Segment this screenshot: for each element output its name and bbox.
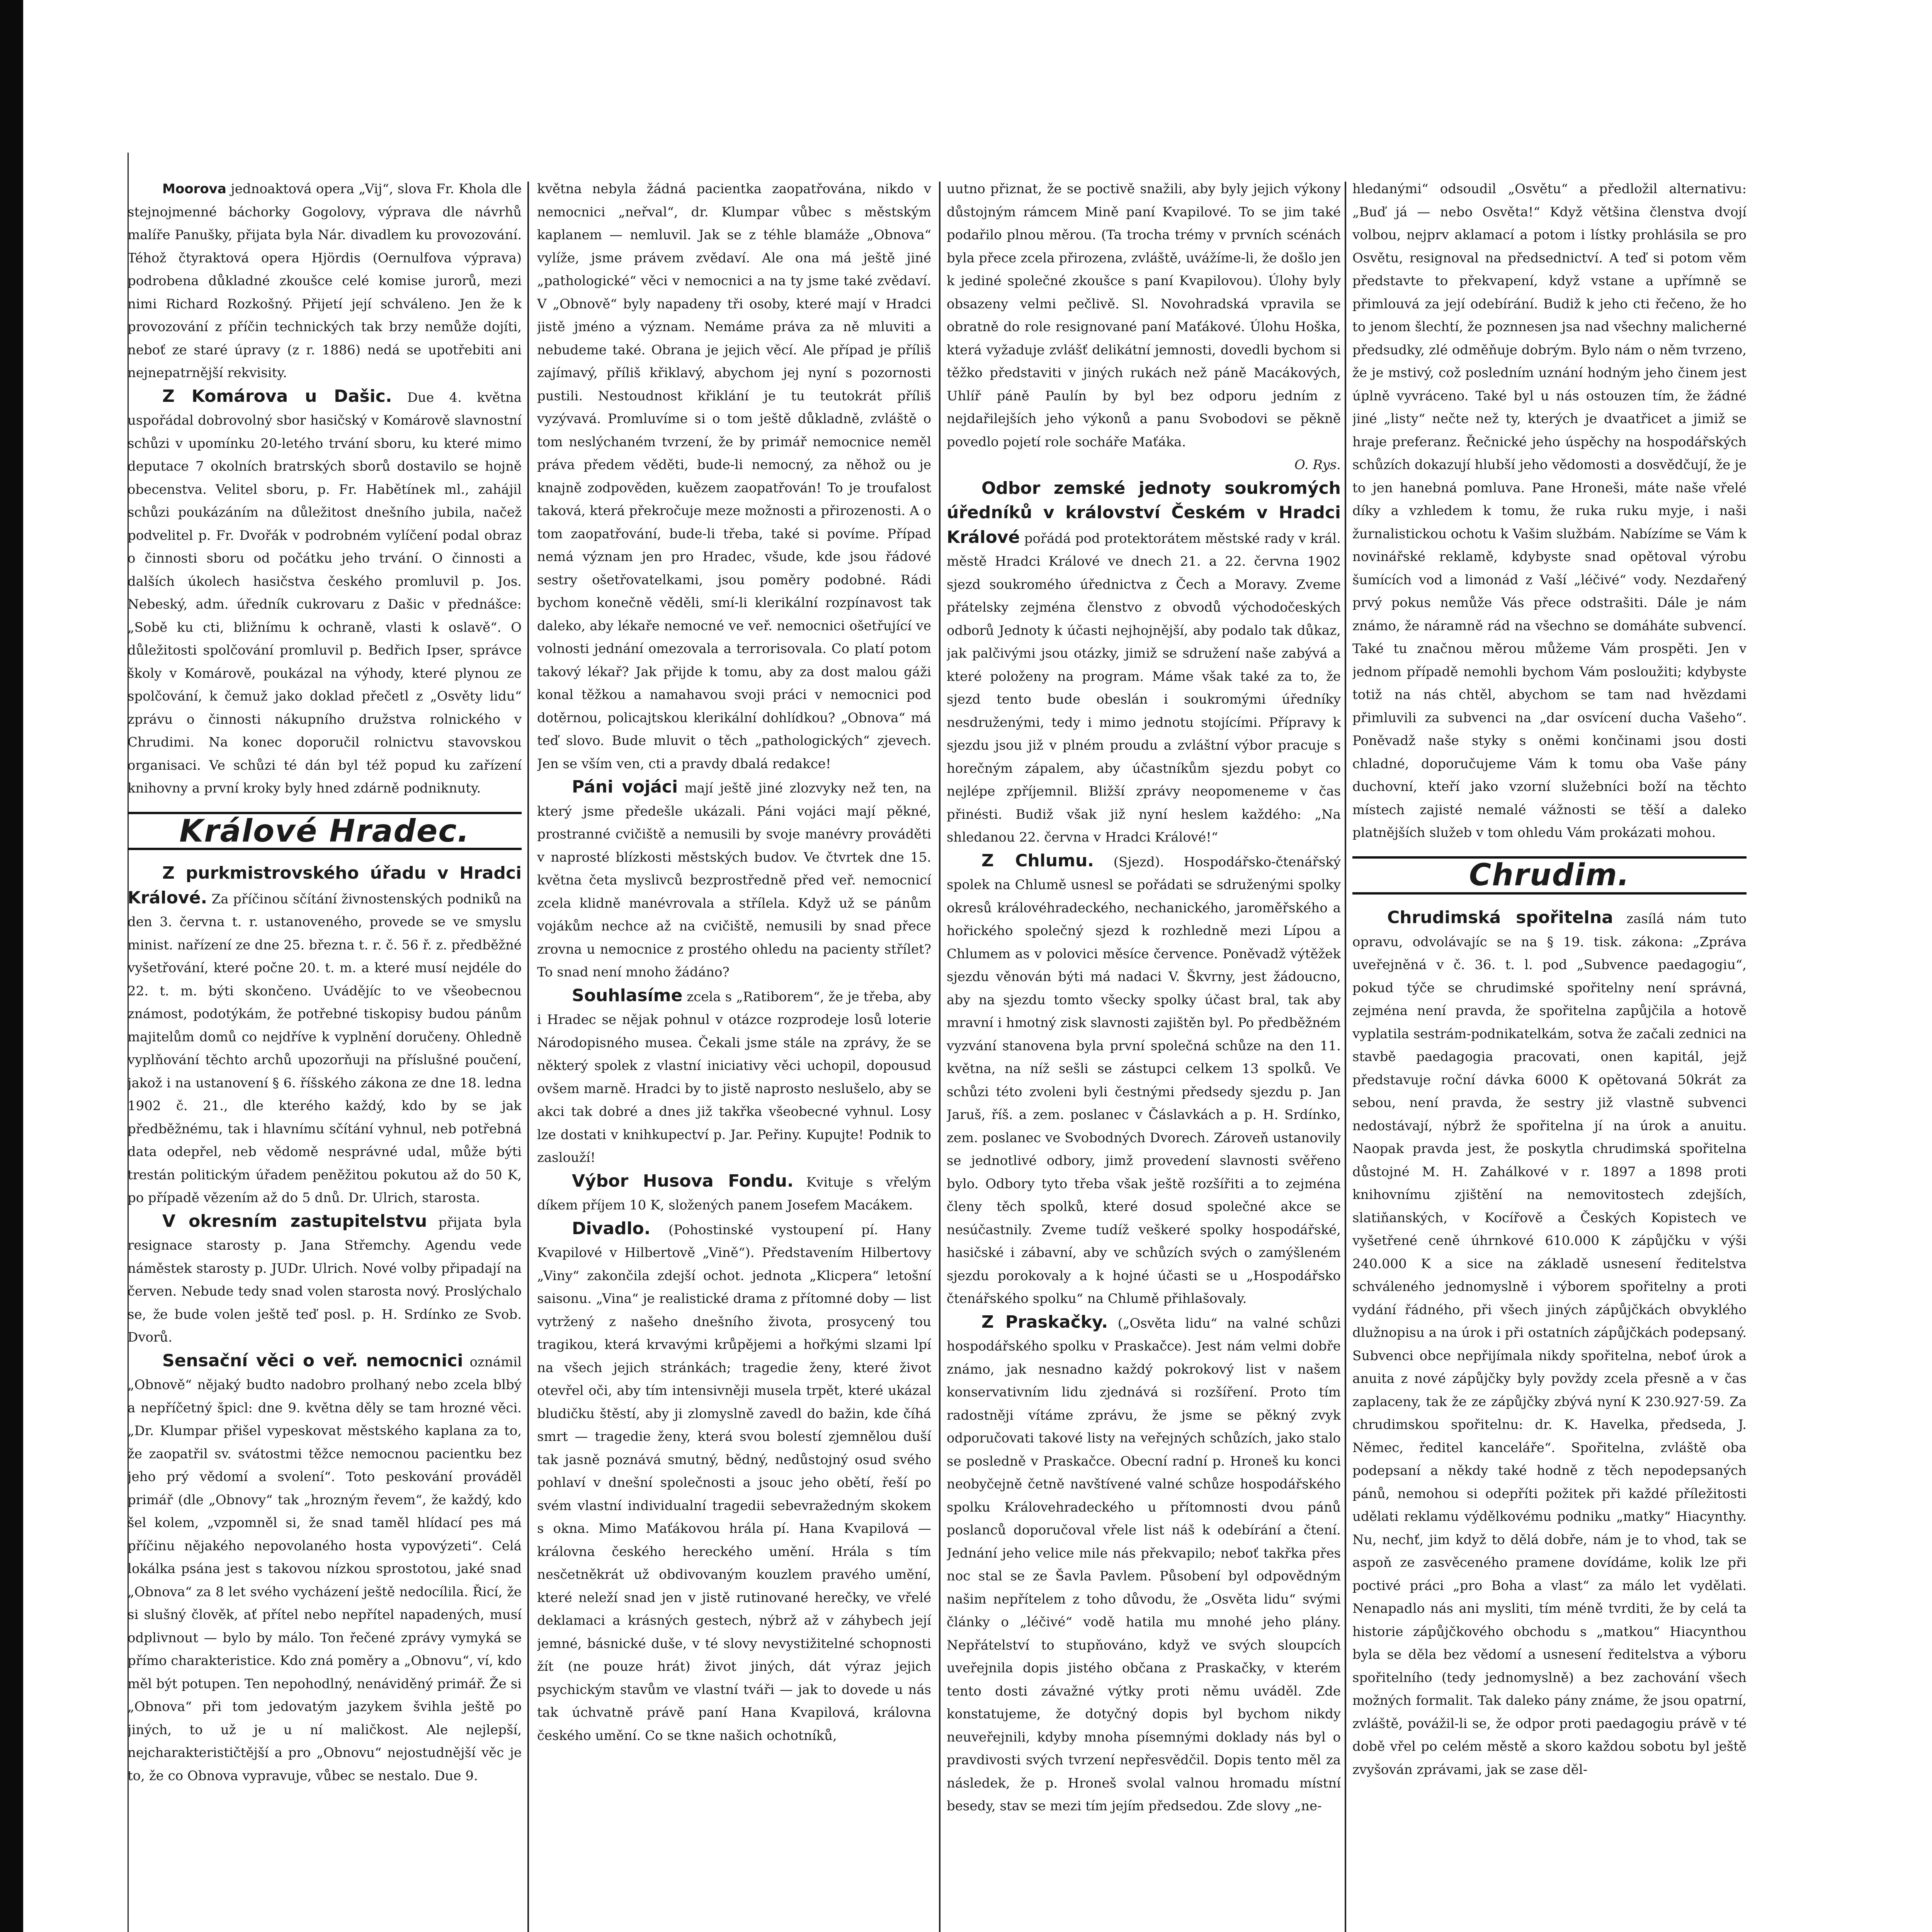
article-body: jednoaktová opera „Vij“, slova Fr. Khola dle stejnojmenné báchorky Gogolovy, výprava dle návrhů malíře Panušky, přijata byla Nár. divadlem ku provozování. Téhož čtyraktová opera Hjördis (Oernulfova výprava) podrobena důkladné zkoušce celé komise jurorů, mezi nimi Richard Rozkošný. Přijetí její schváleno. Jen že k provozování z příčin technických tak brzy nemůže dojíti, neboť ze staré úpravy (z r. 1886) nedá se upotřebiti ani nejnepatrnější rekvisity. (128, 181, 522, 381)
article-body: („Osvěta lidu“ na valné schůzi hospodářského spolku v Praskačce). Jest nám velmi dobře známo, jak nesnadno každý pokrokový list v našem konservativním lidu zjednává si rozšíření. Proto tím radostněji vítáme zprávu, že jsme se pěkný zvyk odporučovati takové listy na veřejných schůzích, jako stalo se posledně v Praskačce. Obecní radní p. Hroneš ku konci neobyčejně četně navštívené valné schůze hospodářského spolku Královehradeckého u přítomnosti dvou pánů poslanců doporučoval vřele list náš k odebírání a čtení. Jednání jeho velice mile nás překvapilo; neboť takřka přes noc stal se ze Šavla Pavlem. Působení byl odpovědným našim nepřítelem z toho důvodu, že „Osvěta lidu“ svými články o „léčivé“ vodě hatila mu mnohé jeho plány. Nepřátelství to stupňováno, když ve svých sloupcích uveřejnila dopis jistého občana z Praskačky, v kterém tento dosti závažné výtky proti němu uváděl. Zde konstatujeme, že dotyčný dopis byl bychom nikdy neuveřejnili, kdyby mnoha písemnými doklady nás byl o pravdivosti svých tvrzení nepřesvědčil. Dopis tento měl za následek, že p. Hroneš svolal valnou hromadu místní besedy, stav se mezi tím jejím předsedou. Zde slovy „ne- (947, 1315, 1341, 1814)
article-lead: Souhlasíme (572, 985, 683, 1005)
column-3 (947, 178, 1341, 1932)
column-rule (939, 182, 940, 1932)
article-continuation (1352, 178, 1747, 845)
article-lead: Výbor Husova Fondu. (572, 1171, 794, 1191)
article-husuv-fond (537, 1170, 931, 1217)
article-body: přijata byla resignace starosty p. Jana Střemchy. Agendu vede náměstek starosty p. JUDr. Ulrich. Nové volby připadají na červen. Nebude tedy snad volen starosta nový. Proslýchalo se, že bude volen ještě teď posl. p. H. Srdínko ze Svob. Dvorů. (128, 1214, 522, 1345)
article-odbor-jednoty (947, 477, 1341, 849)
article-purkmistr (128, 862, 522, 1210)
section-header-kralove-hradec: Králové Hradec. (128, 812, 522, 850)
column-1 (128, 178, 522, 1932)
article-lead: Chrudimská spořitelna (1387, 908, 1613, 927)
article-lead: Divadlo. (572, 1218, 651, 1238)
scan-left-border (0, 0, 23, 1932)
article-body: uutno přiznat, že se poctivě snažili, aby byly jejich výkony důstojným rámcem Mině paní Kvapilové. To se jim také podařilo plnou měrou. (Ta trocha trémy v prvních scénách byla přece zcela přirozena, zvláště, uvážíme-li, že došlo jen k jediné společné zkoušce s paní Kvapilovou). Úlohy byly obsazeny velmi pečlivě. Sl. Novohradská vpravila se obratně do role resignované paní Maťákové. Úlohu Hoška, která vyžaduje zvlášť delikátní jemnosti, dovedli bychom si těžko představiti v jiných rukách než páně Macákových, Uhlíř páně Paulín by byl bez odporu jedním z nejdařilejších jeho výkonů a panu Svobodovi se pěkně povedlo pojetí role socháře Maťáka. (947, 181, 1341, 450)
article-body: hledanými“ odsoudil „Osvětu“ a předložil alternativu: „Buď já — nebo Osvěta!“ Když většina členstva dvojí volbou, nejprv aklamací a potom i lístky prohlásila se pro Osvětu, resignoval na předsednictví. A teď si potom věm představte to překvapení, když vstane a upřímně se přimlouvá za její odebírání. Budiž k jeho cti řečeno, že ho to jenom šlechtí, že poznnesen jsa nad všechny malicherné předsudky, zlé odměňuje dobrým. Bylo nám o něm tvrzeno, že je mstivý, což posledním uznání hodným jeho činem jest úplně vyvráceno. Také byl u nás ostouzen tím, že žádné jiné „listy“ nečte než ty, kterých je dvaatřicet a jimiž se hraje preferanz. Řečnické jeho úspěchy na hospodářských schůzích dokazují hlubší jeho vědomosti a dosvědčují, že je to jen hanebná pomluva. Pane Hroneši, máte naše vřelé díky a vzhledem k tomu, že ruka ruku myje, i naši žurnalistickou ochotu k Vašim službám. Nabízíme se Vám k novinářské reklamě, kdybyste snad opětoval výrobu šumících vod a limonád z Vaší „léčivé“ vody. Nezdařený prvý pokus nemůže Vás přece odstrašiti. Dále je nám známo, že náramně rád na všechno se domáháte subvencí. Také tu značnou měrou můžeme Vám prospěti. Jen v jednom případě nemohli bychom Vám posloužiti; kdybyste totiž na nás chtěl, abychom se tam nad hvězdami přimluvili za subvenci na „dar osvícení ducha Vašeho“. Poněvadž naše styky s oněmi končinami jsou dosti chladné, doporučujeme Vám k tomu oba Vaše pány duchovní, kteří jako vzorní služebníci boží na těchto místech zajisté nemalé vážnosti se těší a daleko platnějších služeb v tom ohledu Vám prokázati mohou. (1352, 181, 1747, 840)
article-lead: V okresním zastupitelstvu (162, 1211, 427, 1231)
article-body: zcela s „Ratiborem“, že je třeba, aby i Hradec se nějak pohnul v otázce rozprodeje losů loterie Národopisného musea. Čekali jsme stále na zprávy, že se některý spolek z vlastní iniciativy věci uchopil, dopousud ovšem marně. Hradci by to jistě naprosto neslušelo, aby se akci tak dobré a dnes již takřka všeobecné vyhnul. Losy lze dostati v knihkupectví p. Jar. Peřiny. Kupujte! Podnik to zaslouží! (537, 989, 931, 1165)
article-divadlo (537, 1217, 931, 1748)
article-body: Za příčinou sčítání živnostenských podniků na den 3. června t. r. ustanoveného, provede se ve smyslu minist. nařízení ze dne 25. března t. r. č. 56 ř. z. předběžné vyšetřování, které počne 20. t. m. a které musí nejdéle do 22. t. m. býti skončeno. Uvádějíc to ve všeobecnou známost, podotýkám, že potřebné tiskopisy budou pánům majitelům domů co nejdříve k vyplnění doručeny. Ohledně vyplňování těchto archů upozorňuji na příslušné poučení, jakož i na ustanovení § 6. říšského zákona ze dne 18. ledna 1902 č. 21., dle kterého každý, kdo by se jak předběžnému, tak i hlavnímu sčítání vyhnul, neb potřebná data odepřel, neb vědomě nesprávné udal, může býti trestán politickým úřadem peněžitou pokutou až do 50 K, po případě vězením až do 5 dnů. Dr. Ulrich, starosta. (128, 891, 522, 1206)
article-body: Due 4. května uspořádal dobrovolný sbor hasičský v Komárově slavnostní schůzi v upomínku 20-letého trvání sboru, ku které mimo deputace 7 okolních bratrských sborů dostavilo se hojně obecenstva. Velitel sboru, p. Fr. Habětínek ml., zahájil schůzi poukázáním na důležitost dnešního jubila, načež podvelitel p. Fr. Dvořák v podrobném vylíčení podal obraz o činnosti sboru od počátku jeho trvání. O činnosti a dalších úkolech hasičstva českého promluvil p. Jos. Nebeský, adm. úředník cukrovaru z Dašic v přednášce: „Sobě ku cti, bližnímu k ochraně, vlasti k oslavě“. O důležitosti spolčování promluvil p. Bedřich Ipser, správce školy v Komárově, poukázal na výhody, které plynou ze spolčování, k čemuž jako doklad přečetl z „Osvěty lidu“ zprávu o činnosti nákupního družstva rolnického v Chrudimi. Na konec doporučil rolnictvu stavovskou organisaci. Ve schůzi té dán byl též popud ku zařízení knihovny a první kroky byly hned zdárně podniknuty. (128, 389, 522, 796)
column-2 (537, 178, 931, 1932)
article-lead: Páni vojáci (572, 777, 678, 797)
article-body: května nebyla žádná pacientka zaopatřována, nikdo v nemocnici „neřval“, dr. Klumpar vůbec s městským kaplanem — nemluvil. Jak se z téhle blamáže „Obnova“ vylíže, jsme právem zvědaví. Ale ona má ještě jiné „pathologické“ věci v nemocnici a na ty jsme také zvědaví. V „Obnově“ byly napadeny tři osoby, které mají v Hradci jistě jméno a význam. Nemáme práva za ně mluviti a nebudeme také. Obrana je jejich věcí. Ale případ je příliš zajímavý, příliš křiklavý, abychom jej nyní s pozornosti pustili. Nestoudnost křiklání je tu teutokrát příliš vyzývavá. Promluvíme si o tom ještě důkladně, zvláště o tom neslýchaném tvrzení, že by primář nemocnice neměl práva předem věděti, bude-li nemocný, za něhož ou je knajně zodpověden, kuězem zaopatřován! To je troufalost taková, která překročuje meze možnosti a přirozenosti. A o tom zaopatřování, bude-li třeba, také si povíme. Případ nemá význam jen pro Hradec, všude, kde jsou řádové sestry ošetřovatelkami, jsou poměry podobné. Rádi bychom konečně věděli, smí-li klerikální rozpínavost tak daleko, aby lékaře nemocné ve veř. nemocnici ošetřující ve volnosti jednání omezovala a terrorisovala. Co platí potom takový lékař? Jak přijde k tomu, aby za dost malou gáži konal těžkou a namahavou svoji práci v nemocnici pod dotěrnou, policajtskou klerikální dohlídkou? „Obnova“ má teď slovo. Bude mluvit o těch „pathologických“ zjevech. Jen se vším ven, cti a pravdy dbalá redakce! (537, 181, 931, 772)
column-rule (1345, 182, 1346, 1932)
article-lead: Z purkmistrovského úřadu v Hradci Králové. (128, 863, 522, 908)
author-signature: O. Rys. (1294, 457, 1341, 473)
article-komarov (128, 385, 522, 800)
article-body: (Sjezd). Hospodářsko-čtenářský spolek na Chlumě usnesl se pořádati se sdruženými spolky okresů královéhradeckého, nechanického, jaroměřského a hořického společný sjezd k rozhledně mezi Lípou a Chlumem as v polovici měsíce července. Poněvadž výtěžek sjezdu věnován býti má nadaci V. Škvrny, jest žádoucno, aby na sjezdu tomto všecky spolky účast bral, tak aby mravní i hmotný zisk slavnosti zajištěn byl. Po předběžném vyzvání stanovena byla první společná schůze na den 11. května, na níž sešli se zástupci celkem 13 spolků. Ve schůzi této zvoleni byli čestnými předsedy sjezdu p. Jan Jaruš, říš. a zem. poslanec v Čáslavkách a p. H. Srdínko, zem. poslanec ve Svobodných Dvorech. Zároveň ustanovily se jednotlivé odbory, jimž provedení slavnosti svěřeno bylo. Odbory tyto třeba však ještě rozšířiti a to zejména členy těch spolků, které dosud společné akce se nesúčastnily. Zveme tudíž veškeré spolky hospodářské, hasičské i zábavní, aby ve schůzích svých o zamýšleném sjezdu porokovaly a k hojné účasti se u „Hospodářsko čtenářského spolku“ na Chlumě přihlašovaly. (947, 854, 1341, 1306)
article-okresni-zastupitelstvo (128, 1210, 522, 1349)
article-continuation (537, 178, 931, 776)
article-pani-vojaci (537, 776, 931, 984)
article-body: (Pohostinské vystoupení pí. Hany Kvapilové v Hilbertově „Vině“). Představením Hilbertovy „Viny“ zakončila zdejší ochot. jednota „Klicpera“ letošní saisonu. „Vina“ je realistické drama z přítomné doby — list vytržený z našeho dnešního života, prosycený tou tragikou, která krvavými krůpějemi a hořkými slzami lpí na všech jejich stránkách; tragedie ženy, které život otevřel oči, aby tím intensivněji musela trpět, které ukázal bludičku štěstí, aby ji zlomyslně zavedl do bažin, kde číhá smrt — tragedie ženy, která svou bolestí zjemnělou duší tak jasně poznává smutný, bědný, nedůstojný osud svého pohlaví v dnešní společnosti a jsouc jeho obětí, řeší po svém vlastní individualní tragedii sebevražedným skokem s okna. Mimo Maťákovou hrála pí. Hana Kvapilová — královna českého hereckého umění. Hrála s tím nesčetněkrát už obdivovaným kouzlem pravého umění, které neleží snad jen v jistě rutinované herečky, ve vřelé deklamaci a krásných gestech, nýbrž až v záhybech její jemné, básnické duše, v té slovy nevystižitelné schopnosti žít (ne pouze hrát) život jiných, dát výraz jejich psychickým stavům ve vlastní tváři — jak to dovede u nás tak úchvatně právě paní Hana Kvapilová, královna českého umění. Co se tkne našich ochotníků, (537, 1222, 931, 1743)
article-lead: Odbor zemské jednoty soukromých úředníků v království Českém v Hradci Králové (947, 478, 1341, 547)
column-rule (527, 182, 529, 1932)
article-body: pořádá pod protektorátem městské rady v král. městě Hradci Králové ve dnech 21. a 22. června 1902 sjezd soukromého úřednictva z Čech a Moravy. Zveme přátelsky zejména členstvo z obvodů východočeských odborů Jednoty k účasti nejhojnější, aby podalo tak důkaz, jak palčivými jsou otázky, jimiž se sdružení naše zabývá a které položeny na program. Máme však také za to, že sjezd tento bude obeslán i soukromými úředníky nesdruženými, tedy i mimo jednotu stojícími. Přípravy k sjezdu jsou již v plném proudu a zvláštní výbor pracuje s horečným zápalem, aby účastníkům sjezdu pobyt co nejlépe zpříjemnil. Bližší zprávy neopomeneme v čas přinésti. Budiž však již nyní heslem každého: „Na shledanou 22. června v Hradci Králové!“ (947, 531, 1341, 845)
article-lead: Z Chlumu. (981, 850, 1094, 871)
article-lead: Moorova (162, 181, 226, 197)
column-4 (1352, 178, 1747, 1932)
section-header-chrudim: Chrudim. (1352, 856, 1747, 895)
article-body: Kvituje s vřelým díkem příjem 10 K, složených panem Josefem Macákem. (537, 1174, 931, 1213)
article-continuation (947, 178, 1341, 477)
article-body: mají ještě jiné zlozvyky než ten, na který jsme předešle ukázali. Páni vojáci mají pěkné, prostranné cvičiště a nemusili by svoje manévry prováděti v naprosté blízkosti městských budov. Ve čtvrtek dne 15. května četa myslivců bezprostředně před veř. nemocnicí zcela klidně manévrovala a střílela. Když už se pánům vojákům nechce až na cvičiště, nemusili by snad přece zrovna u nemocnice z prostého ohledu na pacienty střílet? To snad není mnoho žádáno? (537, 781, 931, 980)
article-sensacni-veci (128, 1349, 522, 1788)
article-body: zasílá nám tuto opravu, odvolávajíc se na § 19. tisk. zákona: „Zpráva uveřejněná v č. 36. t. l. pod „Subvence paedagogiu“, pokud týče se chrudimské spořitelny není správná, zejména není pravda, že spořitelna zapůjčila a hotově vyplatila sestrám-podnikatelkám, sotva že začali zednici na stavbě paedagogia pracovati, onen kapitál, jejž představuje roční dávka 6000 K opětovaná 50krát za sebou, není pravda, že sestry již vlastně subvenci nedostávají, nýbrž že spořitelna jí na úrok a anuitu. Naopak pravda jest, že poskytla chrudimská spořitelna důstojné M. H. Zahálkové v r. 1897 a 1898 proti knihovnímu zjištění na nemovitostech zdejších, slatiňanských, v Kocířově a Českých Kopistech ve vyšetřené ceně úhrnkové 610.000 K zápůjčku v výši 240.000 K a sice na základě usnesení ředitelstva schváleného jednomyslně i výborem spořitelny a proti vydání řádného, při všech jiných zápůjčkách obvyklého dlužnopisu a na úrok i při ostatních zápůjčkách podepsaný. Subvenci obce nepřijímala nikdy spořitelna, neboť úrok a anuita z nové zápůjčky byly povždy zcela přesně a v čas zaplaceny, tak že ze zápůjčky zbývá nyní K 230.927·59. Za chrudimskou spořitelnu: dr. K. Havelka, předseda, J. Němec, ředitel kanceláře“. Spořitelna, zvláště oba podepsaní a někdy také hodně z těch nepodepsaných pánů, nemohou si odepříti požitek při každé příležitosti udělati reklamu výdělkovému podniku „matky“ Hiacynthy. Nu, nechť, jim když to dělá dobře, nám je to vhod, tak se aspoň ze zasvěceného pramene dovídáme, kolik lze při poctivé práci „pro Boha a vlast“ za málo let vydělati. Nenapadlo nás ani mysliti, tím méně tvrditi, že by celá ta historie zápůjčkového obchodu s „matkou“ Hiacynthou byla se děla bez vědomí a usnesení ředitelstva a výboru spořitelního (tedy jednomyslně) a bez zachování všech možných formalit. Tak daleko pány známe, že jsou opatrní, zvláště, povážil-li se, že odpor proti paedagogiu právě v té době vřel po celém městě a skoro každou sobotu byl ještě zvyšován zprávami, jak se zase děl- (1352, 911, 1747, 1777)
article-chrudimska-sporitelna (1352, 906, 1747, 1781)
article-lead: Sensační věci o veř. nemocnici (162, 1350, 463, 1371)
article-z-chlumu (947, 849, 1341, 1311)
article-lead: Z Komárova u Dašic. (162, 386, 392, 406)
article-moorova (128, 178, 522, 385)
article-body: oznámil „Obnově“ nějaký budto nadobro prolhaný nebo zcela blbý a nepříčetný špicl: dne 9. května děly se tam hrozné věci. „Dr. Klumpar přišel vypeskovat městského kaplana za to, že zaopatřil sv. svátostmi těžce nemocnou pacientku bez jeho prý vědomí a svolení“. Toto peskování prováděl primář (dle „Obnovy“ tak „hrozným řevem“, že každý, kdo šel kolem, „vzpomněl si, že snad taměl hlídací pes má příčinu nějakého nepovolaného hosta vypovýzeti“. Celá lokálka psána jest s takovou nízkou sprostotou, jaké snad „Obnova“ za 8 let svého vycházení ještě nedocílila. Řicí, že si slušný člověk, ať přítel nebo nepřítel napadených, musí odplivnout — bylo by málo. Ton řečené zprávy vymyká se přímo charakteristice. Kdo zná poměry a „Obnovu“, ví, kdo měl být potupen. Ten nepohodlný, nenáviděný primář. Že si „Obnova“ při tom jedovatým jazykem švihla ještě po jiných, to už je u ní maličkost. Ale nejlepší, nejcharakterističtější a pro „Obnovu“ nejostudnější věc je to, že co Obnova vypravuje, vůbec se nestalo. Due 9. (128, 1354, 522, 1784)
article-souhlasime (537, 984, 931, 1170)
article-z-praskacky (947, 1311, 1341, 1818)
article-lead: Z Praskačky. (981, 1312, 1108, 1332)
